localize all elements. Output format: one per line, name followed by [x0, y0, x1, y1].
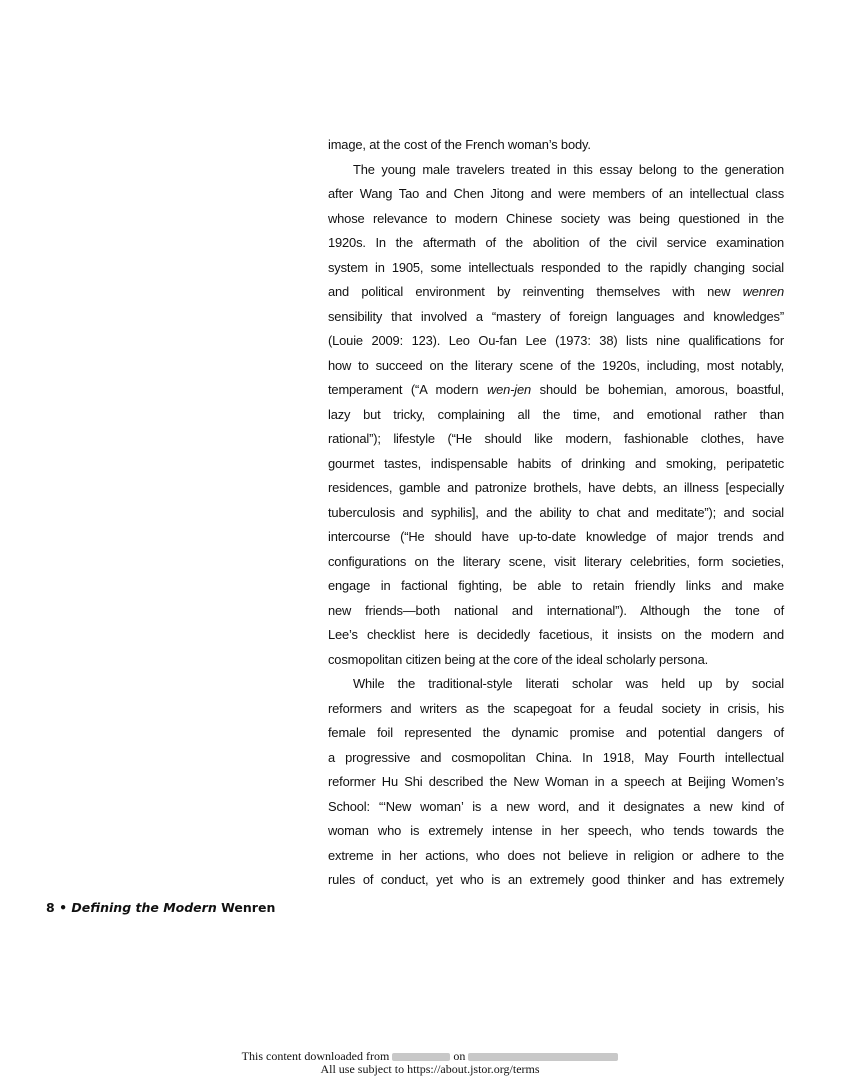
text-line [328, 354, 784, 379]
text-segment: and political environment by reinventing themselves with new [328, 284, 743, 299]
text-line [328, 574, 784, 599]
jstor-footer [0, 1050, 860, 1076]
redacted-date [468, 1053, 618, 1061]
text-segment: (Louie 2009: 123). Leo Ou-fan Lee (1973: 38) lists nine qualifications for [328, 333, 784, 348]
body-text [328, 133, 784, 893]
text-segment: whose relevance to modern Chinese society was being questioned in the [328, 210, 784, 226]
text-segment: system in 1905, some intellectuals responded to the rapidly changing social [328, 259, 784, 275]
text-segment: engage in factional fighting, be able to retain friendly links and make [328, 578, 784, 593]
text-segment: after Wang Tao and Chen Jitong and were members of an intellectual class [328, 186, 784, 201]
text-line [328, 476, 784, 501]
text-line [328, 158, 784, 183]
text-segment: rules of conduct, yet who is an extremely good thinker and has extremely [328, 872, 784, 887]
text-segment: reformers and writers as the scapegoat for a feudal society in crisis, his [328, 700, 784, 716]
download-notice: This content downloaded from [241, 1049, 390, 1063]
book-title-italic: Defining the Modern [71, 900, 217, 915]
text-line [328, 795, 784, 820]
text-line [328, 672, 784, 697]
text-line [328, 599, 784, 624]
text-segment: should be bohemian, amorous, boastful, [531, 382, 785, 397]
text-line [328, 721, 784, 746]
running-footer [46, 900, 275, 915]
text-line [328, 452, 784, 477]
paragraph [328, 158, 784, 673]
text-segment: new friends—both national and international”). Although the tone of [328, 602, 784, 618]
paragraph [328, 672, 784, 893]
text-segment: lazy but tricky, complaining all the time, and emotional rather than [328, 406, 784, 422]
text-segment: tuberculosis and syphilis], and the ability to chat and meditate”); and social [328, 504, 784, 520]
text-line [328, 819, 784, 844]
italic-term: wenren [742, 284, 784, 299]
text-line [328, 305, 784, 330]
text-segment: a progressive and cosmopolitan China. In 1918, May Fourth intellectual [328, 749, 784, 765]
page-number: 8 [46, 900, 55, 915]
text-line [328, 844, 784, 869]
download-on: on [453, 1049, 466, 1063]
text-line [328, 648, 784, 673]
book-title-roman: Wenren [221, 900, 276, 915]
terms-notice: All use subject to https://about.jstor.org/terms [320, 1062, 540, 1076]
text-segment: While the traditional-style literati scholar was held up by social [353, 676, 784, 691]
italic-term: wen-jen [486, 382, 532, 397]
text-segment: intercourse (“He should have up-to-date knowledge of major trends and [328, 529, 784, 544]
text-line [328, 697, 784, 722]
text-segment: rational”); lifestyle (“He should like modern, fashionable clothes, have [328, 431, 784, 446]
text-line [328, 427, 784, 452]
text-line [328, 207, 784, 232]
text-segment: gourmet tastes, indispensable habits of drinking and smoking, peripatetic [328, 455, 784, 471]
text-line [328, 868, 784, 893]
text-line [328, 623, 784, 648]
text-segment: temperament (“A modern [328, 382, 487, 397]
text-segment: how to succeed on the literary scene of the 1920s, including, most notably, [328, 357, 784, 373]
text-line [328, 329, 784, 354]
text-segment: 1920s. In the aftermath of the abolition of the civil service examination [328, 235, 784, 250]
text-line [328, 525, 784, 550]
text-segment: sensibility that involved a “mastery of foreign languages and knowledges” [328, 308, 784, 324]
text-segment: extreme in her actions, who does not believe in religion or adhere to the [328, 847, 784, 863]
text-line [328, 182, 784, 207]
redacted-ip [392, 1053, 450, 1061]
text-line [328, 550, 784, 575]
text-line [328, 231, 784, 256]
text-line [328, 403, 784, 428]
text-segment: residences, gamble and patronize brothels, have debts, an illness [especially [328, 480, 784, 495]
text-segment: reformer Hu Shi described the New Woman in a speech at Beijing Women’s [328, 774, 784, 789]
text-line [328, 256, 784, 281]
text-line [328, 770, 784, 795]
text-segment: configurations on the literary scene, visit literary celebrities, form societies, [328, 553, 784, 569]
text-segment: woman who is extremely intense in her speech, who tends towards the [328, 823, 784, 838]
paragraph [328, 133, 784, 158]
text-segment: female foil represented the dynamic promise and potential dangers of [328, 725, 784, 740]
text-segment: image, at the cost of the French woman’s body. [328, 137, 591, 152]
text-segment: The young male travelers treated in this essay belong to the generation [353, 161, 784, 177]
bullet: • [59, 900, 68, 915]
text-segment: cosmopolitan citizen being at the core of the ideal scholarly persona. [328, 651, 709, 667]
text-segment: Lee’s checklist here is decidedly facetious, it insists on the modern and [328, 627, 784, 642]
text-line [328, 501, 784, 526]
text-line [328, 378, 784, 403]
text-line [328, 133, 784, 158]
text-segment: School: “‘New woman’ is a new word, and it designates a new kind of [328, 798, 784, 814]
text-line [328, 746, 784, 771]
text-line [328, 280, 784, 305]
